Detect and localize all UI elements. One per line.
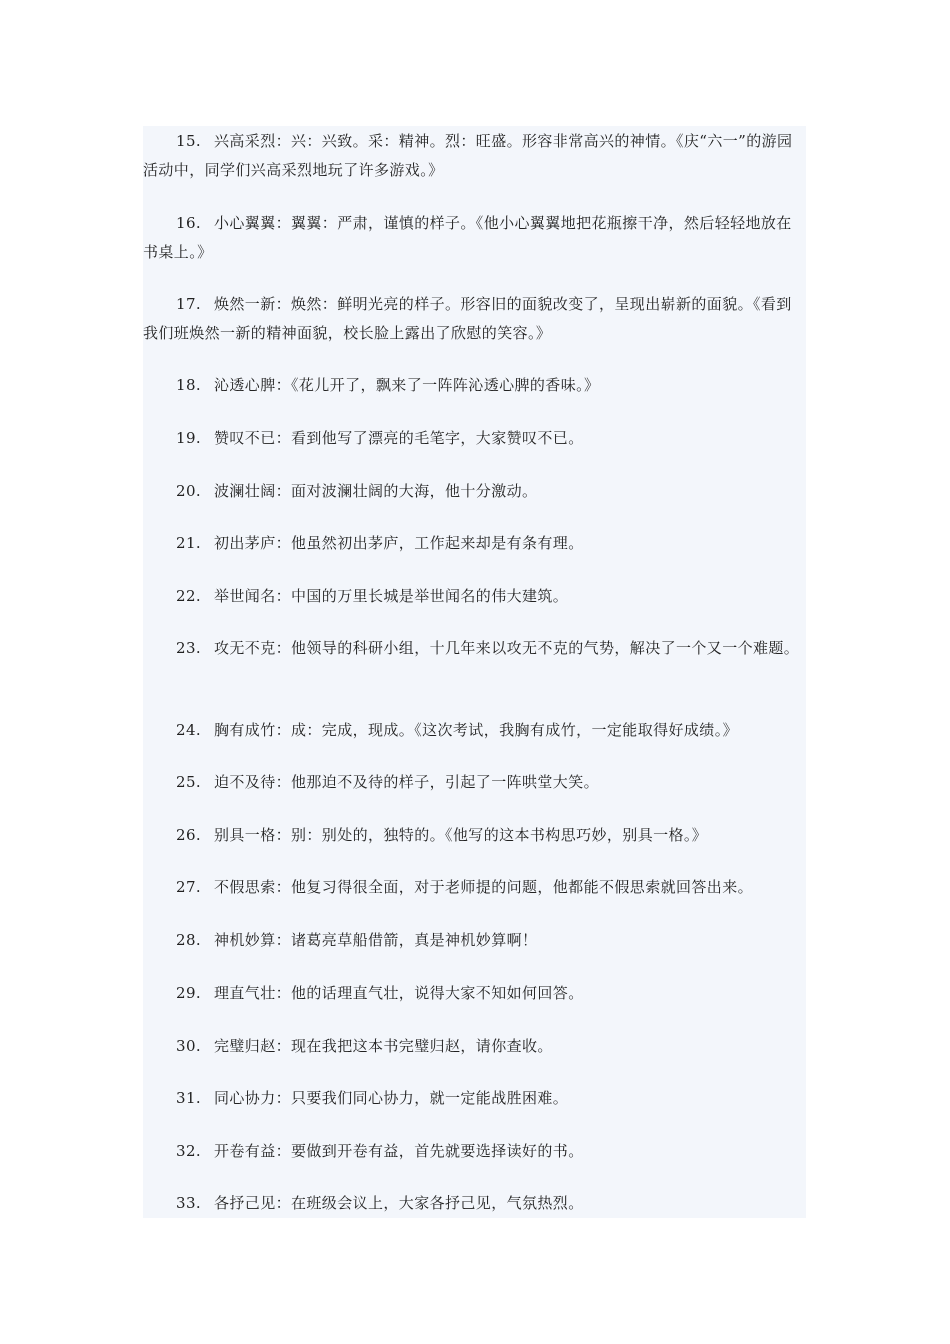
item-number: 31. (176, 1089, 202, 1107)
item-text: 迫不及待：他那迫不及待的样子，引起了一阵哄堂大笑。 (214, 773, 600, 791)
item-number: 25. (176, 773, 202, 791)
item-number: 17. (176, 295, 202, 313)
item-text: 开卷有益：要做到开卷有益，首先就要选择读好的书。 (214, 1142, 584, 1160)
item-text: 同心协力：只要我们同心协力，就一定能战胜困难。 (214, 1089, 569, 1107)
item-text: 兴高采烈：兴：兴致。采：精神。烈：旺盛。形容非常高兴的神情。《庆“六一”的游园活动中，同学们兴高采烈地玩了许多游戏。》 (143, 132, 793, 179)
item-number: 33. (176, 1194, 202, 1212)
item-text: 别具一格：别：别处的，独特的。《他写的这本书构思巧妙，别具一格。》 (214, 826, 708, 844)
item-text: 小心翼翼：翼翼：严肃，谨慎的样子。《他小心翼翼地把花瓶擦干净，然后轻轻地放在书桌上。》 (143, 214, 792, 261)
item-text: 初出茅庐：他虽然初出茅庐，工作起来却是有条有理。 (214, 534, 584, 552)
item-number: 24. (176, 721, 202, 739)
item-number: 20. (176, 482, 202, 500)
list-item (143, 1189, 806, 1218)
item-number: 27. (176, 878, 202, 896)
item-text: 举世闻名：中国的万里长城是举世闻名的伟大建筑。 (214, 587, 569, 605)
list-item (143, 371, 806, 400)
item-number: 15. (176, 132, 202, 150)
list-item (143, 424, 806, 453)
list-item (143, 979, 806, 1008)
item-number: 28. (176, 931, 202, 949)
list-item (143, 582, 806, 611)
item-number: 32. (176, 1142, 202, 1160)
item-text: 波澜壮阔：面对波澜壮阔的大海，他十分激动。 (214, 482, 538, 500)
item-text: 神机妙算：诸葛亮草船借箭，真是神机妙算啊！ (214, 931, 538, 949)
list-item (143, 1032, 806, 1061)
item-text: 理直气壮：他的话理直气壮，说得大家不知如何回答。 (214, 984, 584, 1002)
list-item (143, 926, 806, 955)
list-item (143, 1084, 806, 1113)
item-text: 赞叹不已：看到他写了漂亮的毛笔字，大家赞叹不已。 (214, 429, 584, 447)
list-item (143, 821, 806, 850)
item-number: 22. (176, 587, 202, 605)
list-item (143, 873, 806, 902)
item-text: 攻无不克：他领导的科研小组，十几年来以攻无不克的气势，解决了一个又一个难题。 (214, 639, 800, 657)
item-text: 胸有成竹：成：完成，现成。《这次考试，我胸有成竹，一定能取得好成绩。》 (214, 721, 739, 739)
list-item (143, 1137, 806, 1166)
list-item (143, 634, 806, 663)
list-item (143, 768, 806, 797)
list-item (143, 529, 806, 558)
item-text: 完璧归赵：现在我把这本书完璧归赵，请你查收。 (214, 1037, 553, 1055)
list-item (143, 127, 806, 185)
item-number: 19. (176, 429, 202, 447)
item-text: 焕然一新：焕然：鲜明光亮的样子。形容旧的面貌改变了，呈现出崭新的面貌。《看到我们班焕然一新的精神面貌，校长脸上露出了欣慰的笑容。》 (143, 295, 792, 342)
item-text: 不假思索：他复习得很全面，对于老师提的问题，他都能不假思索就回答出来。 (214, 878, 754, 896)
item-number: 26. (176, 826, 202, 844)
item-number: 29. (176, 984, 202, 1002)
list-item (143, 290, 806, 348)
item-number: 18. (176, 376, 202, 394)
item-number: 21. (176, 534, 202, 552)
list-item (143, 209, 806, 267)
idiom-list (143, 126, 806, 1218)
item-number: 30. (176, 1037, 202, 1055)
list-item (143, 716, 806, 745)
item-text: 各抒己见：在班级会议上，大家各抒己见，气氛热烈。 (214, 1194, 584, 1212)
item-text: 沁透心脾：《花儿开了，飘来了一阵阵沁透心脾的香味。》 (214, 376, 600, 394)
list-item (143, 477, 806, 506)
item-number: 23. (176, 639, 202, 657)
item-number: 16. (176, 214, 202, 232)
